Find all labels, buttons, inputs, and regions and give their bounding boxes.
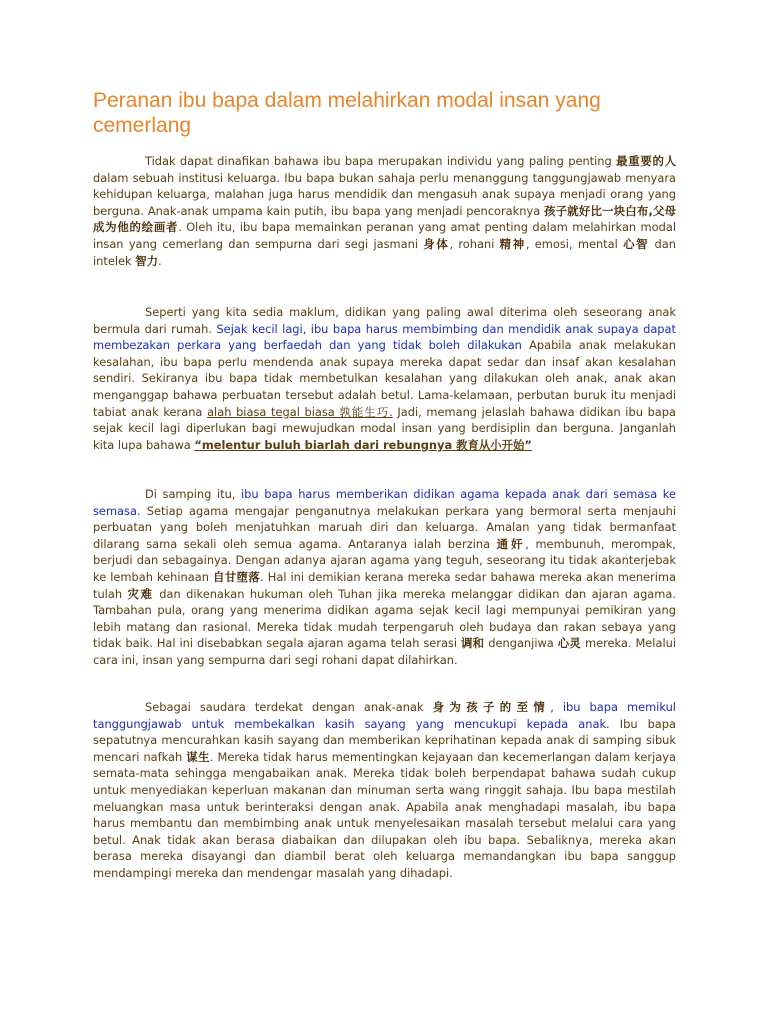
p3-text-4: . Hal ini demikian kerana mereka sedar bahawa mereka akan menerima tulah (93, 569, 676, 601)
p1-chinese-6: 智力 (135, 253, 159, 268)
p3-chinese-2: 自甘堕落 (212, 569, 261, 584)
p4-chinese-2: 谋生 (186, 749, 210, 764)
p1-text-2: dalam sebuah institusi keluarga. Ibu bapa bukan sahaja perlu menanggung tanggungjawab menyara kehidupan keluarga, malahan juga harus mendidik dan mengasuh anak supaya menjadi orang yang berguna. Anak-anak umpama kain putih, ibu bapa yang menjadi pencoraknya (93, 170, 676, 218)
p4-text-4: . Mereka tidak harus mementingkan kejayaan dan kecemerlangan dalam kerjaya semata-mata sehingga mengabaikan anak. Mereka tidak boleh berpendapat bahawa sudah cukup untuk menyediakan keperluan makanan dan minuman serta wang ringgit sahaja. Ibu bapa mestilah meluangkan masa untuk berinteraksi dengan anak. Apabila anak menghadapi masalah, ibu bapa harus membantu dan membimbing anak untuk menyelesaikan masalah tersebut melalui cara yang betul. Anak tidak akan berasa diabaikan dan dilupakan oleh ibu bapa. Sebaliknya, mereka akan berasa mereka disayangi dan diambil berat oleh keluarga memandangkan ibu bapa sanggup mendampingi mereka dan mendengar masalah yang dihadapi. (93, 749, 676, 880)
p1-text-1: Tidak dapat dinafikan bahawa ibu bapa merupakan individu yang paling penting (145, 154, 617, 168)
p2-proverb-1: alah biasa tegal biasa 孰能生巧. (207, 404, 393, 419)
p3-chinese-1: 通奸 (496, 536, 526, 551)
p2-proverb-2: “melentur buluh biarlah dari rebungnya 教育从小开始” (194, 437, 532, 452)
p1-chinese-1: 最重要的人 (616, 154, 676, 168)
p1-text-6: dan intelek (93, 236, 676, 268)
p3-text-2: Setiap agama mengajar penganutnya melakukan perkara yang bermoral serta menjauhi perbuatan yang boleh menjatuhkan maruah diri dan keluarga. Amalan yang tidak bermanfaat dilarang sama sekali oleh semua agama. Antaranya ialah berzina (93, 503, 676, 551)
p3-chinese-4: 调和 (460, 636, 485, 651)
p3-text-6: denganjiwa (484, 636, 558, 651)
p2-text-2: Apabila anak melakukan kesalahan, ibu bapa perlu mendenda anak supaya mereka dapat sedar dan insaf akan kesalahan sendiri. Sekiranya ibu bapa tidak membetulkan kesalahan yang dilakukan oleh anak, anak akan menganggap bahawa perbuatan tersebut adalah betul. Lama-kelamaan, perbutan buruk itu menjadi tabiat anak kerana (93, 338, 677, 419)
p3-text-7: mereka. Melalui cara ini, insan yang sempurna dari segi rohani dapat dilahirkan. (93, 636, 676, 667)
p1-text-5: , emosi, mental (525, 236, 624, 251)
p4-text-1: Sebagai saudara terdekat dengan anak-anak (145, 700, 433, 714)
p2-main-point: Sejak kecil lagi, ibu bapa harus membimbing dan mendidik anak supaya dapat membezakan perkara yang berfaedah dan yang tidak boleh dilakukan (93, 321, 676, 353)
p4-text-3: Ibu bapa sepatutnya mencurahkan kasih sayang dan memberikan keprihatinan kepada anak di samping sibuk mencari nafkah (93, 716, 676, 764)
p1-chinese-4: 精神 (499, 236, 526, 251)
p3-text-1: Di samping itu, (145, 487, 242, 501)
p1-chinese-5: 心智 (623, 236, 650, 251)
p4-main-point: ibu bapa memikul tanggungjawab untuk membekalkan kasih sayang yang mencukupi kepada anak. (93, 700, 676, 731)
page-title: Peranan ibu bapa dalam melahirkan modal insan yang cemerlang (93, 89, 601, 137)
paragraph-2 (93, 304, 676, 453)
p3-chinese-5: 心灵 (557, 636, 582, 651)
p2-text-1: Seperti yang kita sedia maklum, didikan yang paling awal diterima oleh seseorang anak bermula dari rumah. (93, 305, 676, 336)
p1-chinese-3: 身体 (423, 236, 450, 251)
paragraph-3 (93, 486, 676, 669)
p3-main-point: ibu bapa harus memberikan didikan agama kepada anak dari semasa ke semasa. (93, 487, 677, 518)
p1-text-3: . Oleh itu, ibu bapa memainkan peranan yang amat penting dalam melahirkan modal insan yang cemerlang dan sempurna dari segi jasmani (93, 220, 676, 251)
p4-text-2: , (550, 700, 563, 714)
p2-text-3: Jadi, memang jelaslah bahawa didikan ibu bapa sejak kecil lagi diperlukan bagi mewujudkan modal insan yang berdisiplin dan berguna. Janganlah kita lupa bahawa (93, 404, 676, 452)
paragraph-1 (93, 153, 676, 269)
paragraph-4 (93, 699, 676, 882)
p3-text-3: , membunuh, merompak, berjudi dan sebagainya. Dengan adanya ajaran agama yang teguh, seseorang itu tidak akanterjebak ke lembah kehinaan (93, 536, 676, 584)
p1-chinese-2: 孩子就好比一块白布,父母成为他的绘画者 (93, 203, 677, 235)
p4-chinese-1: 身为孩子的至情 (432, 700, 551, 714)
p3-chinese-3: 灾难 (127, 586, 154, 601)
p3-text-5: dan dikenakan hukuman oleh Tuhan jika mereka melanggar didikan dan ajaran agama. Tambahan pula, orang yang menerima didikan agama sejak kecil lagi mempunyai pemikiran yang lebih matang dan rasional. Mereka tidak mudah terpengaruh oleh budaya dan rakan sebaya yang tidak baik. Hal ini disebabkan segala ajaran agama telah serasi (93, 586, 676, 651)
p1-text-7: . (158, 253, 162, 268)
p1-text-4: , rohani (449, 236, 500, 251)
